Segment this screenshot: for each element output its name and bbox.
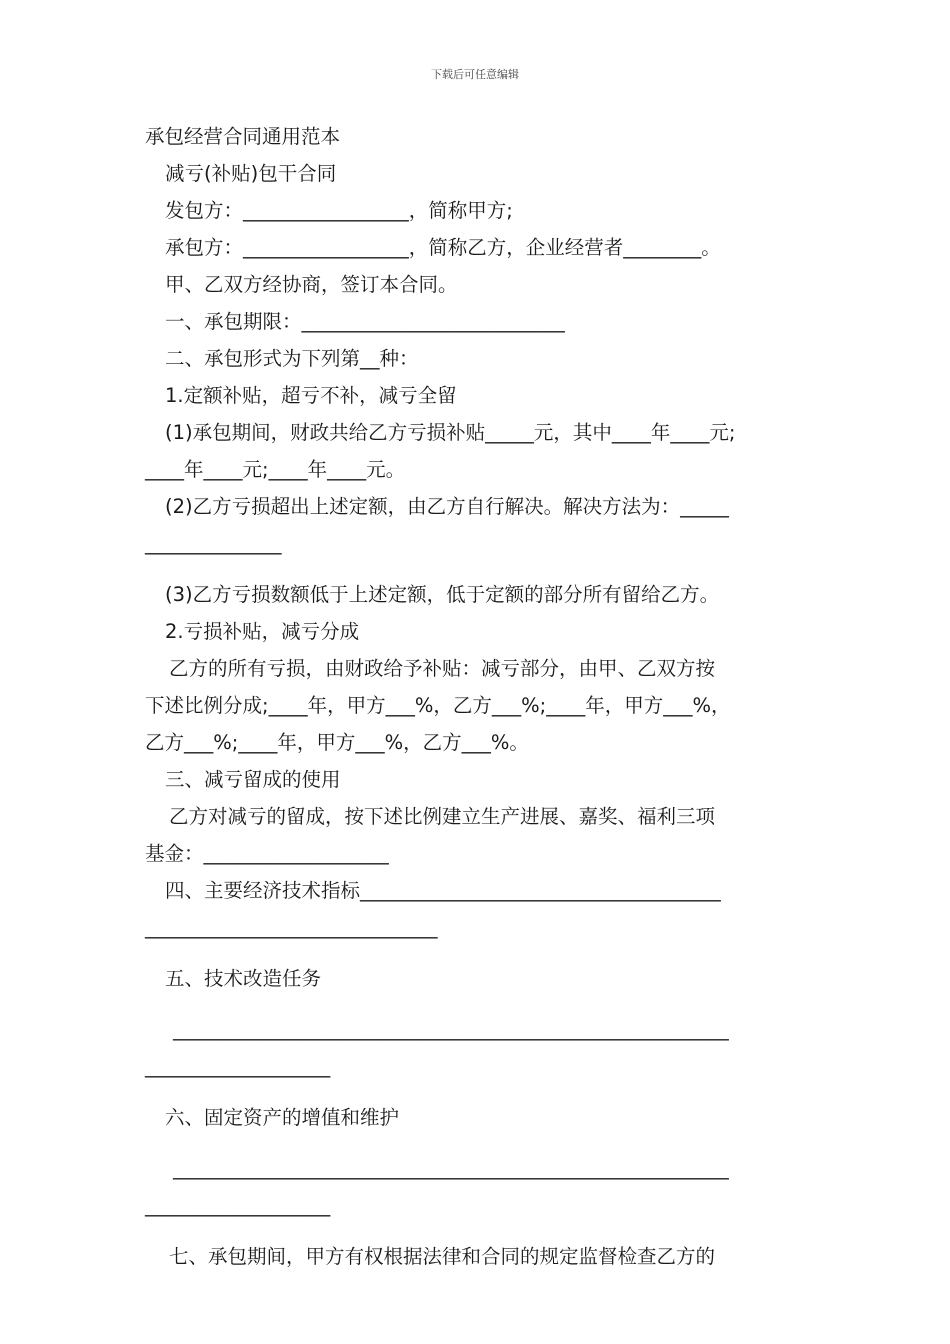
paragraph: 乙方对减亏的留成，按下述比例建立生产进展、嘉奖、福利三项 xyxy=(169,805,716,828)
section-heading: 七、承包期间，甲方有权根据法律和合同的规定监督检查乙方的 xyxy=(169,1245,716,1268)
paragraph-continued: ______________________________ xyxy=(145,916,438,939)
paragraph: 1.定额补贴，超亏不补，减亏全留 xyxy=(165,384,457,407)
fill-in-line: _________________________________________________________ xyxy=(173,1157,729,1180)
paragraph: (2)乙方亏损超出上述定额，由乙方自行解决。解决方法为：_____ xyxy=(165,495,729,518)
section-heading: 五、技术改造任务 xyxy=(165,967,322,990)
paragraph: (1)承包期间，财政共给乙方亏损补贴_____元，其中____年____元; xyxy=(165,421,736,444)
paragraph: 发包方：_________________，简称甲方; xyxy=(165,199,513,222)
paragraph: 2.亏损补贴，减亏分成 xyxy=(165,620,360,643)
paragraph-continued: 乙方___%;____年，甲方___%，乙方___%。 xyxy=(145,731,529,754)
document-body xyxy=(145,118,815,1275)
paragraph: 甲、乙双方经协商，签订本合同。 xyxy=(165,273,458,296)
paragraph-continued: 基金：___________________ xyxy=(145,842,389,865)
paragraph: (3)乙方亏损数额低于上述定额，低于定额的部分所有留给乙方。 xyxy=(165,583,720,606)
section-heading: 四、主要经济技术指标_____________________________________ xyxy=(165,879,721,902)
document-title: 承包经营合同通用范本 xyxy=(145,125,341,148)
section-heading: 三、减亏留成的使用 xyxy=(165,768,341,791)
section-heading: 六、固定资产的增值和维护 xyxy=(165,1106,400,1129)
paragraph: 承包方：_________________，简称乙方，企业经营者________。 xyxy=(165,236,721,259)
paragraph-continued: ______________ xyxy=(145,532,282,555)
paragraph: 二、承包形式为下列第__种： xyxy=(165,347,419,370)
fill-in-line: ___________________ xyxy=(145,1194,331,1217)
page-header-note: 下载后可任意编辑 xyxy=(431,68,519,81)
fill-in-line: ___________________ xyxy=(145,1055,331,1078)
paragraph: 乙方的所有亏损，由财政给予补贴：减亏部分，由甲、乙双方按 xyxy=(169,657,716,680)
fill-in-line: _________________________________________________________ xyxy=(173,1018,729,1041)
paragraph-continued: ____年____元;____年____元。 xyxy=(145,458,406,481)
paragraph: 减亏(补贴)包干合同 xyxy=(165,162,337,185)
paragraph-continued: 下述比例分成;____年，甲方___%，乙方___%;____年，甲方___%， xyxy=(145,694,731,717)
paragraph: 一、承包期限：___________________________ xyxy=(165,310,565,333)
